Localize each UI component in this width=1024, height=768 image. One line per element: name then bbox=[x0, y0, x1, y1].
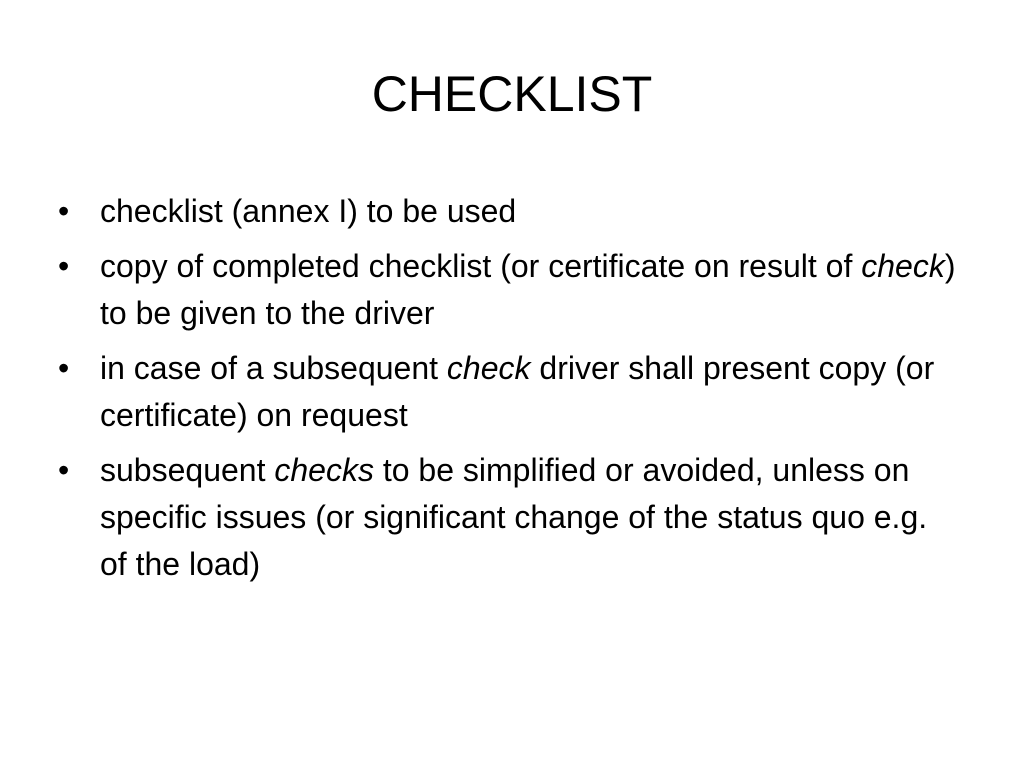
bullet-text-segment: in case of a subsequent bbox=[100, 350, 447, 386]
bullet-item bbox=[58, 345, 958, 439]
bullet-text bbox=[100, 248, 955, 331]
bullet-text bbox=[100, 193, 516, 229]
bullet-text-segment: driver shall present copy (or certificate) on request bbox=[100, 350, 935, 433]
bullet-text-segment: copy of completed checklist (or certificate on result of bbox=[100, 248, 862, 284]
bullet-item bbox=[58, 243, 958, 337]
bullet-text-emphasis: check bbox=[861, 248, 945, 284]
bullet-text-emphasis: check bbox=[446, 350, 531, 386]
bullet-item bbox=[58, 447, 958, 588]
bullet-text-segment: checklist (annex I) to be used bbox=[100, 193, 517, 229]
bullet-icon: • bbox=[58, 350, 70, 386]
bullet-text-emphasis: checks bbox=[274, 452, 374, 488]
bullet-item bbox=[58, 188, 958, 235]
bullet-list bbox=[58, 188, 958, 596]
bullet-text-segment: to be simplified or avoided, unless on specific issues (or significant change of the status quo e.g. of the load) bbox=[100, 452, 928, 582]
bullet-icon: • bbox=[58, 193, 70, 229]
bullet-text-segment: ) to be given to the driver bbox=[100, 248, 956, 331]
slide-title: CHECKLIST bbox=[371, 66, 653, 122]
bullet-icon: • bbox=[58, 452, 70, 488]
bullet-text bbox=[100, 350, 934, 433]
bullet-icon: • bbox=[58, 248, 70, 284]
bullet-text-segment: subsequent bbox=[100, 452, 275, 488]
bullet-text bbox=[100, 452, 927, 582]
